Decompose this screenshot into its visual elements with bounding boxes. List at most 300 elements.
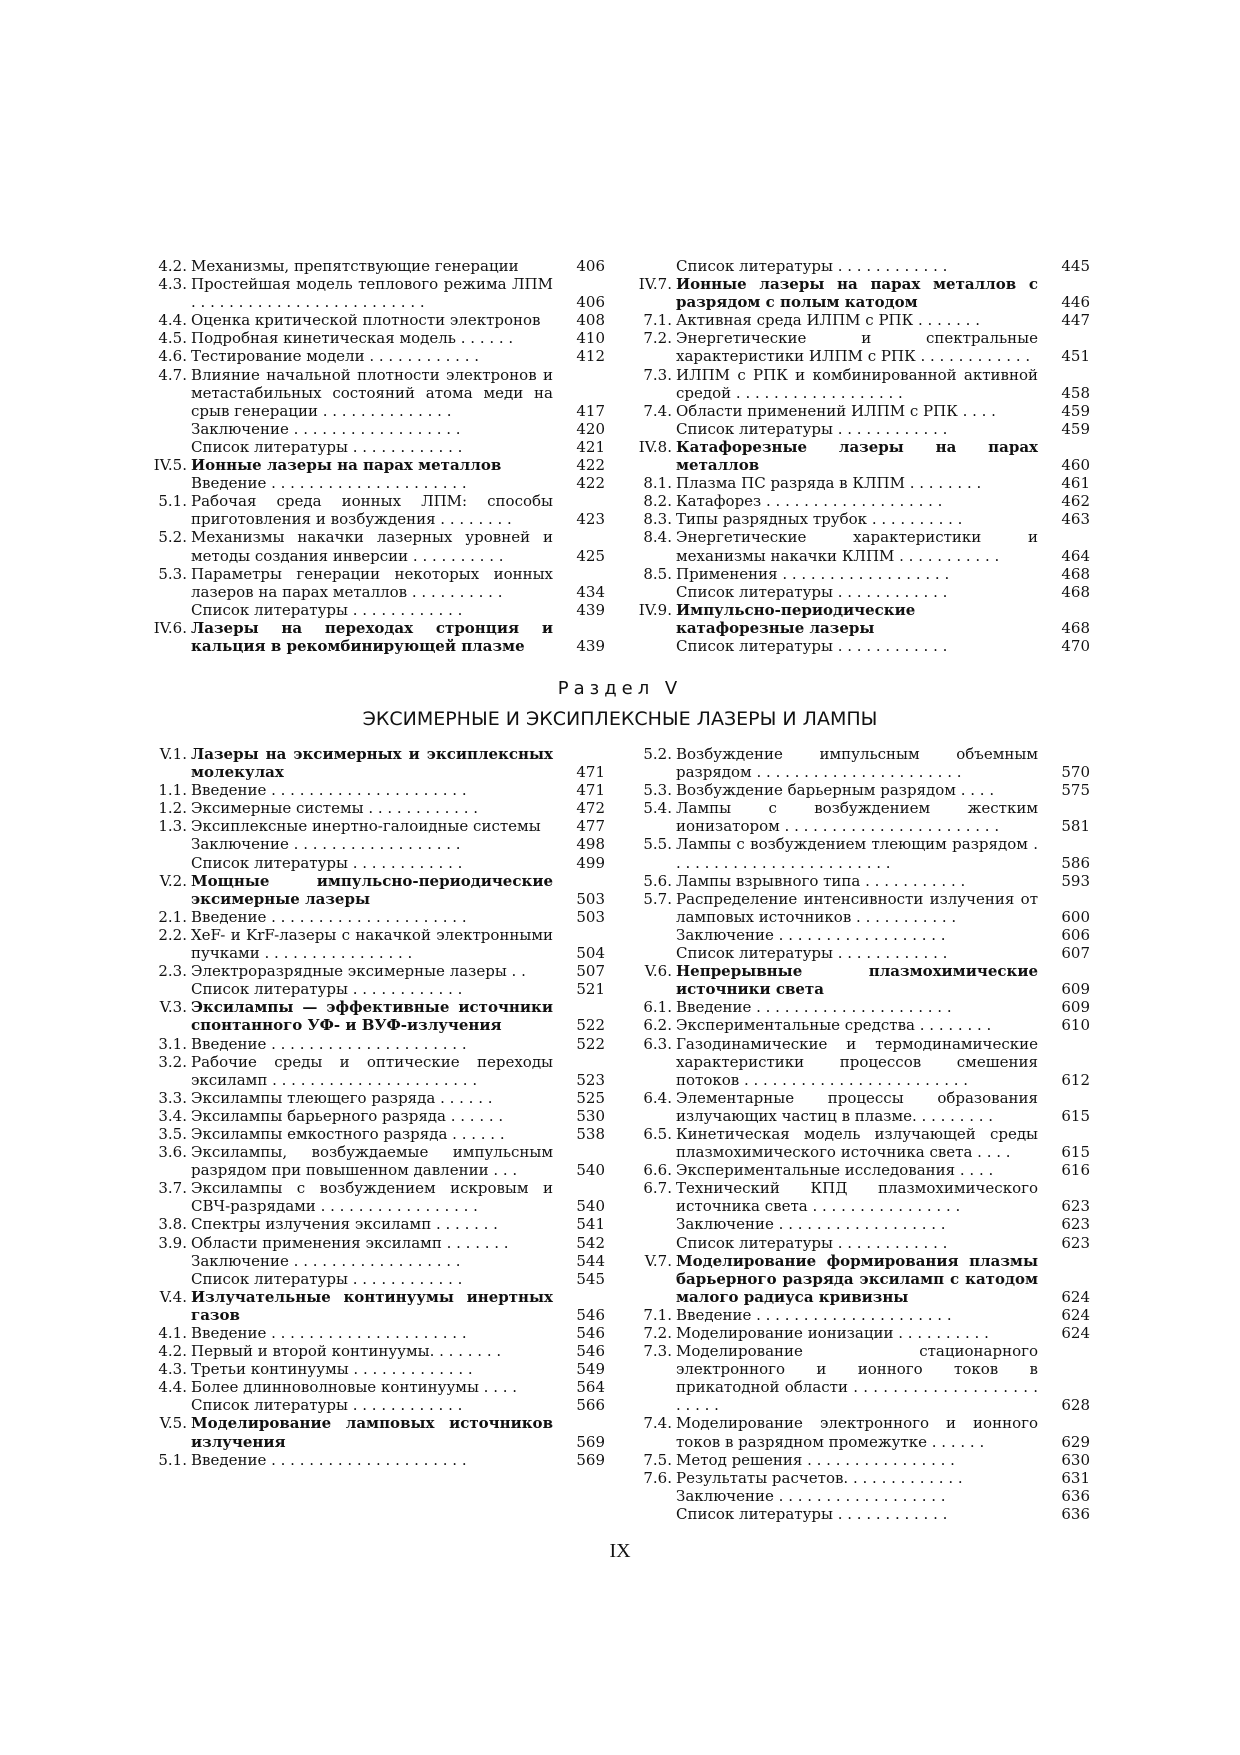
- toc-entry-title: Эксилампы тлеющего разряда . . . . . .: [191, 1088, 493, 1107]
- toc-entry-page: 612: [1061, 1070, 1090, 1089]
- toc-entry-number: 7.4.: [643, 401, 672, 420]
- toc-entry-number: [635, 926, 676, 944]
- toc-entry-number: IV.9.: [638, 600, 672, 619]
- toc-entry: [635, 257, 1090, 275]
- toc-entry-number: 2.1.: [158, 907, 187, 926]
- toc-entry-number: 8.1.: [643, 474, 672, 493]
- toc-entry-number: [150, 835, 191, 853]
- toc-entry-number: 3.5.: [158, 1124, 187, 1143]
- toc-entry-number: 5.6.: [643, 871, 672, 890]
- toc-entry: [150, 1215, 605, 1233]
- toc-chapter-entry: [635, 438, 1090, 474]
- toc-entry-number: 8.5.: [643, 564, 672, 583]
- toc-entry-page: 464: [1061, 546, 1090, 565]
- toc-entry-number: [635, 944, 676, 962]
- toc-entry: [635, 492, 1090, 510]
- toc-entry-title: Мощные импульсно-периодические эксимерные лазеры: [191, 871, 553, 908]
- toc-entry-title: Тестирование модели . . . . . . . . . . . .: [191, 347, 480, 366]
- toc-entry-page: 462: [1061, 492, 1090, 511]
- toc-entry-number: V.2.: [159, 871, 187, 890]
- toc-entry-number: 7.1.: [643, 1305, 672, 1324]
- toc-entry: [635, 583, 1090, 601]
- toc-entry: [635, 1035, 1090, 1089]
- toc-entry-number: [150, 1252, 191, 1270]
- toc-entry-title: Импульсно-периодические катафорезные лазеры: [676, 600, 916, 637]
- toc-entry-title: Области применений ИЛПМ с РПК . . . .: [676, 401, 996, 420]
- toc-entry-title: Электроразрядные эксимерные лазеры . .: [191, 962, 526, 981]
- toc-entry-number: 4.3.: [158, 1360, 187, 1379]
- toc-entry-title: Моделирование ионизации . . . . . . . . . .: [676, 1324, 989, 1342]
- toc-column-bottom-right: [635, 745, 1090, 1523]
- toc-entry-page: 422: [576, 474, 605, 493]
- toc-entry-title: Эксилампы емкостного разряда . . . . . .: [191, 1124, 505, 1143]
- toc-entry: [635, 402, 1090, 420]
- toc-entry-number: 3.1.: [158, 1034, 187, 1053]
- toc-entry-page: 542: [576, 1233, 605, 1252]
- toc-entry-number: [635, 583, 676, 601]
- toc-entry-page: 593: [1061, 871, 1090, 890]
- toc-entry-title: Заключение . . . . . . . . . . . . . . . . . .: [676, 1486, 946, 1505]
- toc-entry-number: 6.2.: [643, 1016, 672, 1035]
- toc-entry: [150, 1179, 605, 1215]
- toc-entry-title: Более длинноволновые континуумы . . . .: [191, 1378, 518, 1397]
- toc-entry: [635, 474, 1090, 492]
- toc-entry-number: V.1.: [159, 745, 187, 763]
- toc-entry-title: Параметры генерации некоторых ионных лазеров на парах металлов . . . . . . . . . .: [191, 564, 553, 601]
- toc-entry-number: IV.7.: [638, 275, 672, 294]
- toc-entry-number: 2.3.: [158, 962, 187, 981]
- toc-entry-page: 507: [576, 962, 605, 981]
- toc-entry-page: 540: [576, 1161, 605, 1180]
- toc-entry: [150, 908, 605, 926]
- toc-chapter-entry: [150, 998, 605, 1034]
- toc-entry: [635, 1125, 1090, 1161]
- toc-entry-page: 609: [1061, 998, 1090, 1017]
- toc-entry-page: 623: [1061, 1197, 1090, 1216]
- toc-entry-page: 472: [576, 799, 605, 818]
- toc-entry-title: Активная среда ИЛПМ с РПК . . . . . . .: [676, 311, 980, 330]
- toc-entry-page: 606: [1061, 925, 1090, 944]
- toc-entry-page: 445: [1061, 257, 1090, 275]
- toc-entry-page: 422: [576, 456, 605, 475]
- toc-entry: [150, 1143, 605, 1179]
- toc-entry-title: Список литературы . . . . . . . . . . . .: [676, 257, 948, 275]
- toc-entry-page: 616: [1061, 1161, 1090, 1180]
- toc-entry-number: [635, 257, 676, 275]
- toc-entry-page: 541: [576, 1215, 605, 1234]
- toc-entry-number: 3.2.: [158, 1052, 187, 1071]
- toc-entry: [150, 311, 605, 329]
- toc-entry-title: Заключение . . . . . . . . . . . . . . . . . .: [191, 419, 461, 438]
- toc-entry-title: Список литературы . . . . . . . . . . . .: [676, 944, 948, 963]
- toc-entry-title: Механизмы накачки лазерных уровней и методы создания инверсии . . . . . . . . . .: [191, 528, 553, 565]
- toc-entry-page: 610: [1061, 1016, 1090, 1035]
- toc-entry-page: 417: [576, 401, 605, 420]
- toc-entry-page: 530: [576, 1106, 605, 1125]
- toc-entry-number: IV.6.: [153, 618, 187, 637]
- toc-entry-number: 5.3.: [643, 781, 672, 800]
- toc-entry-title: Элементарные процессы образования излучающих частиц в плазме. . . . . . . . .: [676, 1088, 1038, 1125]
- toc-entry-title: Лазеры на переходах стронция и кальция в рекомбинирующей плазме: [191, 618, 553, 655]
- toc-entry-page: 458: [1061, 383, 1090, 402]
- toc-entry-title: Введение . . . . . . . . . . . . . . . . . . . . .: [191, 1034, 467, 1053]
- toc-entry-page: 463: [1061, 510, 1090, 529]
- toc-entry-page: 570: [1061, 763, 1090, 782]
- toc-entry-title: Оценка критической плотности электронов: [191, 311, 541, 330]
- toc-entry: [635, 1342, 1090, 1414]
- toc-entry-number: [635, 1234, 676, 1252]
- toc-entry-number: [635, 420, 676, 438]
- toc-entry: [150, 835, 605, 853]
- toc-entry-title: Список литературы . . . . . . . . . . . .: [676, 582, 948, 601]
- toc-entry-number: 1.1.: [158, 781, 187, 800]
- toc-entry-title: Экспериментальные средства . . . . . . . .: [676, 1016, 992, 1035]
- toc-chapter-entry: [150, 1414, 605, 1450]
- toc-entry-title: Список литературы . . . . . . . . . . . .: [191, 437, 463, 456]
- toc-entry-title: Моделирование стационарного электронного и ионного токов в прикатодной области . . . . . . . . . . . . . . . . . . . . . . . .: [676, 1342, 1038, 1415]
- toc-chapter-entry: [150, 872, 605, 908]
- toc-entry-number: IV.5.: [153, 456, 187, 475]
- toc-entry-page: 549: [576, 1360, 605, 1379]
- toc-entry-title: Моделирование формирования плазмы барьерного разряда эксиламп с катодом малого радиуса кривизны: [676, 1251, 1038, 1306]
- toc-entry-title: Введение . . . . . . . . . . . . . . . . . . . . .: [191, 781, 467, 800]
- toc-entry: [150, 474, 605, 492]
- toc-entry-title: Третьи континуумы . . . . . . . . . . . . .: [191, 1360, 473, 1379]
- toc-entry-page: 439: [576, 636, 605, 655]
- toc-entry-page: 460: [1061, 456, 1090, 475]
- toc-entry-number: 3.6.: [158, 1143, 187, 1162]
- toc-entry-page: 425: [576, 546, 605, 565]
- toc-chapter-entry: [635, 962, 1090, 998]
- toc-entry-number: IV.8.: [638, 437, 672, 456]
- toc-entry-title: Возбуждение импульсным объемным разрядом . . . . . . . . . . . . . . . . . . . . . .: [676, 745, 1038, 782]
- toc-entry-number: 4.4.: [158, 311, 187, 330]
- toc-entry-number: [150, 1270, 191, 1288]
- toc-entry-page: 609: [1061, 980, 1090, 999]
- toc-entry: [635, 1306, 1090, 1324]
- toc-entry-number: 7.2.: [643, 1324, 672, 1342]
- toc-entry-title: Введение . . . . . . . . . . . . . . . . . . . . .: [191, 1450, 467, 1469]
- toc-entry-page: 628: [1061, 1396, 1090, 1415]
- toc-entry-title: Распределение интенсивности излучения от ламповых источников . . . . . . . . . . .: [676, 889, 1038, 926]
- toc-entry-title: Лампы с возбуждением жестким ионизатором . . . . . . . . . . . . . . . . . . . . . . .: [676, 799, 1038, 836]
- toc-entry: [150, 781, 605, 799]
- toc-entry-title: Простейшая модель теплового режима ЛПМ . . . . . . . . . . . . . . . . . . . . . . . . .: [191, 275, 553, 312]
- toc-entry-page: 636: [1061, 1486, 1090, 1505]
- toc-entry-title: Типы разрядных трубок . . . . . . . . . .: [676, 510, 963, 529]
- toc-entry-page: 525: [576, 1088, 605, 1107]
- toc-entry-number: 8.3.: [643, 510, 672, 529]
- toc-entry-page: 447: [1061, 311, 1090, 330]
- toc-entry-number: V.4.: [159, 1287, 187, 1306]
- toc-entry: [150, 528, 605, 564]
- toc-entry-number: 7.3.: [643, 365, 672, 384]
- toc-entry-number: 7.3.: [643, 1342, 672, 1361]
- toc-entry-title: Список литературы . . . . . . . . . . . .: [191, 1269, 463, 1288]
- toc-entry-number: 7.6.: [643, 1468, 672, 1487]
- toc-entry: [635, 926, 1090, 944]
- toc-chapter-entry: [635, 601, 1090, 637]
- toc-entry: [150, 1451, 605, 1469]
- toc-entry-title: Эксилампы — эффективные источники спонтанного УФ- и ВУФ-излучения: [191, 998, 553, 1035]
- toc-column-top-right: [635, 257, 1090, 655]
- toc-entry-title: Рабочие среды и оптические переходы эксиламп . . . . . . . . . . . . . . . . . . . . . .: [191, 1052, 553, 1089]
- toc-entry-page: 468: [1061, 564, 1090, 583]
- toc-entry: [150, 257, 605, 275]
- toc-entry-number: V.7.: [644, 1251, 672, 1270]
- toc-entry: [635, 1324, 1090, 1342]
- toc-entry: [150, 854, 605, 872]
- toc-entry-title: Введение . . . . . . . . . . . . . . . . . . . . .: [676, 998, 952, 1017]
- toc-entry: [150, 601, 605, 619]
- toc-entry-page: 522: [576, 1016, 605, 1035]
- toc-entry-number: 3.9.: [158, 1233, 187, 1252]
- toc-entry: [150, 420, 605, 438]
- toc-entry-page: 522: [576, 1034, 605, 1053]
- toc-entry-title: Список литературы . . . . . . . . . . . .: [191, 1396, 463, 1415]
- toc-entry-page: 615: [1061, 1106, 1090, 1125]
- toc-entry-page: 503: [576, 907, 605, 926]
- toc-entry-title: Список литературы . . . . . . . . . . . .: [676, 1504, 948, 1523]
- toc-entry: [150, 980, 605, 998]
- toc-entry-number: [635, 1505, 676, 1523]
- toc-entry-page: 546: [576, 1342, 605, 1361]
- toc-entry-title: Области применения эксиламп . . . . . . .: [191, 1233, 509, 1252]
- toc-entry-page: 586: [1061, 853, 1090, 872]
- toc-entry-page: 412: [576, 347, 605, 366]
- toc-entry-page: 446: [1061, 293, 1090, 312]
- toc-entry: [150, 962, 605, 980]
- toc-entry: [150, 1125, 605, 1143]
- toc-entry-title: Список литературы . . . . . . . . . . . .: [676, 419, 948, 438]
- toc-entry-number: 5.3.: [158, 564, 187, 583]
- toc-entry-page: 459: [1061, 419, 1090, 438]
- toc-entry-page: 600: [1061, 907, 1090, 926]
- toc-entry: [150, 1234, 605, 1252]
- toc-entry-number: 6.1.: [643, 998, 672, 1017]
- toc-entry-title: Моделирование электронного и ионного токов в разрядном промежутке . . . . . .: [676, 1414, 1038, 1451]
- toc-entry: [635, 311, 1090, 329]
- toc-entry-number: 7.4.: [643, 1414, 672, 1433]
- toc-entry-page: 504: [576, 944, 605, 963]
- toc-entry-number: 1.2.: [158, 799, 187, 818]
- toc-entry-page: 631: [1061, 1468, 1090, 1487]
- toc-entry-number: 8.2.: [643, 492, 672, 511]
- toc-entry: [150, 1089, 605, 1107]
- toc-entry-number: V.3.: [159, 998, 187, 1017]
- toc-entry-title: Подробная кинетическая модель . . . . . .: [191, 329, 514, 348]
- toc-chapter-entry: [150, 745, 605, 781]
- toc-entry-number: 5.2.: [643, 745, 672, 763]
- toc-entry-page: 406: [576, 293, 605, 312]
- toc-entry: [635, 835, 1090, 871]
- toc-entry-page: 420: [576, 419, 605, 438]
- toc-entry-page: 471: [576, 763, 605, 782]
- toc-entry-page: 423: [576, 510, 605, 529]
- toc-entry-title: Список литературы . . . . . . . . . . . .: [676, 1233, 948, 1252]
- toc-chapter-entry: [635, 1252, 1090, 1306]
- toc-entry: [635, 1179, 1090, 1215]
- toc-entry-page: 538: [576, 1124, 605, 1143]
- toc-entry-number: 7.5.: [643, 1450, 672, 1469]
- toc-entry-title: Влияние начальной плотности электронов и метастабильных состояний атома меди на срыв генерации . . . . . . . . . . . . . .: [191, 365, 553, 420]
- toc-entry: [150, 1378, 605, 1396]
- toc-entry-page: 406: [576, 257, 605, 275]
- toc-entry-page: 566: [576, 1396, 605, 1415]
- toc-entry: [150, 1252, 605, 1270]
- toc-entry-title: ИЛПМ с РПК и комбинированной активной средой . . . . . . . . . . . . . . . . . .: [676, 365, 1038, 402]
- toc-entry-page: 624: [1061, 1324, 1090, 1342]
- toc-entry-number: [635, 1215, 676, 1233]
- toc-entry-title: Катафорез . . . . . . . . . . . . . . . . . . .: [676, 492, 943, 511]
- toc-entry: [635, 781, 1090, 799]
- toc-entry-title: Заключение . . . . . . . . . . . . . . . . . .: [191, 1251, 461, 1270]
- toc-entry-page: 623: [1061, 1215, 1090, 1234]
- toc-entry-number: 6.4.: [643, 1088, 672, 1107]
- toc-entry: [150, 1360, 605, 1378]
- toc-entry-title: Энергетические и спектральные характеристики ИЛПМ с РПК . . . . . . . . . . . .: [676, 329, 1038, 366]
- toc-entry-page: 630: [1061, 1450, 1090, 1469]
- toc-entry-number: 3.8.: [158, 1215, 187, 1234]
- toc-entry: [635, 366, 1090, 402]
- toc-entry-page: 546: [576, 1324, 605, 1342]
- toc-chapter-entry: [150, 1288, 605, 1324]
- toc-entry-number: [150, 420, 191, 438]
- toc-entry-page: 615: [1061, 1143, 1090, 1162]
- section-label: Раздел V: [557, 678, 683, 699]
- toc-entry: [635, 1414, 1090, 1450]
- toc-entry-page: 540: [576, 1197, 605, 1216]
- toc-entry-page: 503: [576, 889, 605, 908]
- toc-entry-number: 2.2.: [158, 925, 187, 944]
- toc-entry-number: 4.1.: [158, 1324, 187, 1342]
- toc-entry-page: 459: [1061, 401, 1090, 420]
- toc-entry-title: Непрерывные плазмохимические источники света: [676, 962, 1038, 999]
- toc-entry-title: Эксилампы барьерного разряда . . . . . .: [191, 1106, 504, 1125]
- toc-entry-page: 434: [576, 582, 605, 601]
- toc-entry-number: 5.4.: [643, 799, 672, 818]
- toc-entry-page: 607: [1061, 944, 1090, 963]
- toc-entry-page: 461: [1061, 474, 1090, 493]
- toc-entry-title: Рабочая среда ионных ЛПМ: способы приготовления и возбуждения . . . . . . . .: [191, 492, 553, 529]
- page-number: IX: [609, 1540, 631, 1562]
- toc-entry-title: Список литературы . . . . . . . . . . . .: [191, 980, 463, 999]
- toc-entry-title: Введение . . . . . . . . . . . . . . . . . . . . .: [191, 907, 467, 926]
- toc-entry-title: Первый и второй континуумы. . . . . . . .: [191, 1342, 502, 1361]
- toc-entry-number: 4.7.: [158, 365, 187, 384]
- toc-entry: [635, 1016, 1090, 1034]
- toc-column-top-left: [150, 257, 605, 655]
- toc-entry: [635, 1451, 1090, 1469]
- toc-entry-title: Возбуждение барьерным разрядом . . . .: [676, 781, 995, 800]
- toc-entry-number: 4.5.: [158, 329, 187, 348]
- toc-entry-number: 8.4.: [643, 528, 672, 547]
- toc-entry-number: [150, 601, 191, 619]
- toc-entry: [150, 1324, 605, 1342]
- toc-entry-title: Список литературы . . . . . . . . . . . .: [191, 853, 463, 872]
- toc-entry-number: 7.1.: [643, 311, 672, 330]
- toc-entry-title: Ионные лазеры на парах металлов с разрядом с полым катодом: [676, 275, 1038, 312]
- toc-entry: [635, 1487, 1090, 1505]
- toc-entry-number: [635, 637, 676, 655]
- toc-entry-page: 439: [576, 600, 605, 619]
- toc-entry: [635, 1089, 1090, 1125]
- toc-entry: [150, 926, 605, 962]
- toc-entry: [635, 1505, 1090, 1523]
- toc-entry-number: 1.3.: [158, 817, 187, 836]
- toc-entry-number: 3.4.: [158, 1106, 187, 1125]
- toc-entry: [150, 366, 605, 420]
- toc-entry-page: 408: [576, 311, 605, 330]
- toc-column-bottom-left: [150, 745, 605, 1469]
- toc-entry-number: 6.5.: [643, 1124, 672, 1143]
- toc-entry: [635, 944, 1090, 962]
- toc-entry-title: Ионные лазеры на парах металлов: [191, 456, 502, 475]
- toc-entry-title: XeF- и KrF-лазеры с накачкой электронными пучками . . . . . . . . . . . . . . . .: [191, 925, 553, 963]
- toc-entry-number: 6.6.: [643, 1161, 672, 1180]
- toc-entry-title: Плазма ПС разряда в КЛПМ . . . . . . . .: [676, 474, 982, 493]
- toc-entry-title: Список литературы . . . . . . . . . . . .: [676, 636, 948, 655]
- toc-entry-title: Эксимерные системы . . . . . . . . . . . .: [191, 799, 478, 818]
- toc-entry: [635, 998, 1090, 1016]
- toc-entry: [635, 1469, 1090, 1487]
- toc-entry-title: Энергетические характеристики и механизмы накачки КЛПМ . . . . . . . . . . .: [676, 528, 1038, 565]
- toc-entry: [150, 799, 605, 817]
- toc-entry: [635, 799, 1090, 835]
- toc-entry-page: 624: [1061, 1305, 1090, 1324]
- toc-entry-title: Введение . . . . . . . . . . . . . . . . . . . . .: [676, 1305, 952, 1324]
- toc-entry-page: 629: [1061, 1432, 1090, 1451]
- toc-entry-number: 4.2.: [158, 1342, 187, 1361]
- toc-entry-title: Газодинамические и термодинамические характеристики процессов смешения потоков . . . . . . . . . . . . . . . . . . . . . . . .: [676, 1034, 1038, 1089]
- toc-entry-page: 468: [1061, 618, 1090, 637]
- toc-entry-page: 471: [576, 781, 605, 800]
- toc-entry: [150, 1053, 605, 1089]
- toc-entry-page: 498: [576, 835, 605, 854]
- toc-entry-title: Список литературы . . . . . . . . . . . .: [191, 600, 463, 619]
- toc-entry-number: 6.3.: [643, 1034, 672, 1053]
- toc-entry-title: Введение . . . . . . . . . . . . . . . . . . . . .: [191, 474, 467, 493]
- toc-entry-title: Механизмы, препятствующие генерации: [191, 257, 519, 275]
- toc-entry-number: 4.4.: [158, 1378, 187, 1397]
- toc-entry-title: Заключение . . . . . . . . . . . . . . . . . .: [676, 1215, 946, 1234]
- toc-entry-page: 410: [576, 329, 605, 348]
- toc-entry-title: Результаты расчетов. . . . . . . . . . . . .: [676, 1468, 963, 1487]
- toc-entry-title: Технический КПД плазмохимического источника света . . . . . . . . . . . . . . . .: [676, 1179, 1038, 1216]
- toc-entry-page: 544: [576, 1251, 605, 1270]
- toc-entry-number: V.5.: [159, 1414, 187, 1433]
- toc-entry-number: [150, 1396, 191, 1414]
- toc-entry-number: 4.6.: [158, 347, 187, 366]
- toc-entry-title: Лампы с возбуждением тлеющим разрядом . . . . . . . . . . . . . . . . . . . . . . . .: [676, 835, 1038, 872]
- toc-entry-number: [150, 854, 191, 872]
- toc-entry-page: 564: [576, 1378, 605, 1397]
- toc-entry-page: 477: [576, 817, 605, 836]
- toc-entry-page: 581: [1061, 817, 1090, 836]
- toc-entry-page: 470: [1061, 636, 1090, 655]
- toc-entry-page: 523: [576, 1070, 605, 1089]
- toc-entry: [150, 1342, 605, 1360]
- toc-entry-number: 3.7.: [158, 1179, 187, 1198]
- toc-entry-page: 521: [576, 980, 605, 999]
- toc-chapter-entry: [150, 456, 605, 474]
- toc-entry: [635, 890, 1090, 926]
- toc-entry-title: Лазеры на эксимерных и эксиплексных молекулах: [191, 745, 553, 782]
- toc-entry-number: 3.3.: [158, 1088, 187, 1107]
- toc-entry-title: Моделирование ламповых источников излучения: [191, 1414, 553, 1451]
- toc-entry: [635, 510, 1090, 528]
- toc-entry-title: Эксиплексные инертно-галоидные системы: [191, 817, 541, 836]
